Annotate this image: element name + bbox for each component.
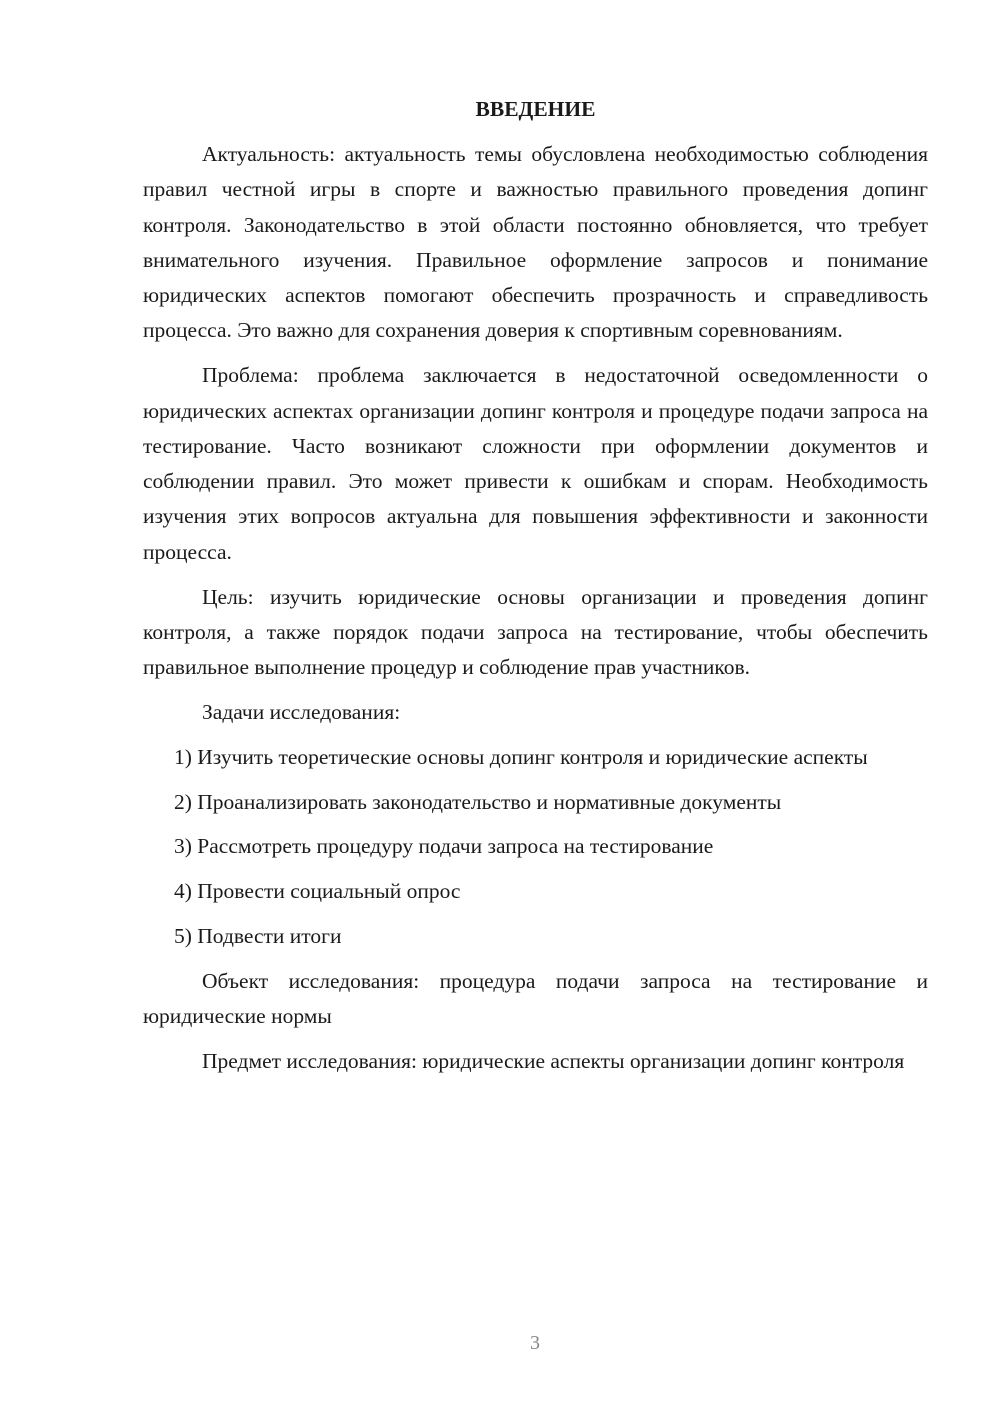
task-item-4: 4) Провести социальный опрос (174, 879, 461, 904)
tasks-heading: Задачи исследования: (202, 699, 401, 724)
subject-paragraph: Предмет исследования: юридические аспекты организации допинг контроля (202, 1048, 905, 1073)
object-paragraph: Объект исследования: процедура подачи запроса на тестирование и юридические нормы (143, 968, 928, 1029)
task-item-1: 1) Изучить теоретические основы допинг контроля и юридические аспекты (174, 744, 868, 769)
task-item-3: 3) Рассмотреть процедуру подачи запроса на тестирование (174, 834, 714, 859)
problem-paragraph: Проблема: проблема заключается в недостаточной осведомленности о юридических аспектах организации допинг контроля и процедуре подачи запроса на тестирование. Часто возникают сложности при оформлении документов и соблюдении правил. Это может привести к ошибкам и спорам. Необходимость изучения этих вопросов актуальна для повышения эффективности и законности процесса. (143, 363, 928, 564)
page-title: ВВЕДЕНИЕ (475, 97, 596, 121)
task-item-5: 5) Подвести итоги (174, 923, 342, 948)
task-item-2: 2) Проанализировать законодательство и нормативные документы (174, 789, 782, 814)
page-content (143, 92, 928, 1089)
relevance-paragraph: Актуальность: актуальность темы обусловлена необходимостью соблюдения правил честной игры в спорте и важностью правильного проведения допинг контроля. Законодательство в этой области постоянно обновляется, что требует внимательного изучения. Правильное оформление запросов и понимание юридических аспектов помогают обеспечить прозрачность и справедливость процесса. Это важно для сохранения доверия к спортивным соревнованиям. (143, 142, 928, 343)
goal-paragraph: Цель: изучить юридические основы организации и проведения допинг контроля, а также порядок подачи запроса на тестирование, чтобы обеспечить правильное выполнение процедур и соблюдение прав участников. (143, 584, 928, 680)
page-number: 3 (530, 1332, 540, 1354)
